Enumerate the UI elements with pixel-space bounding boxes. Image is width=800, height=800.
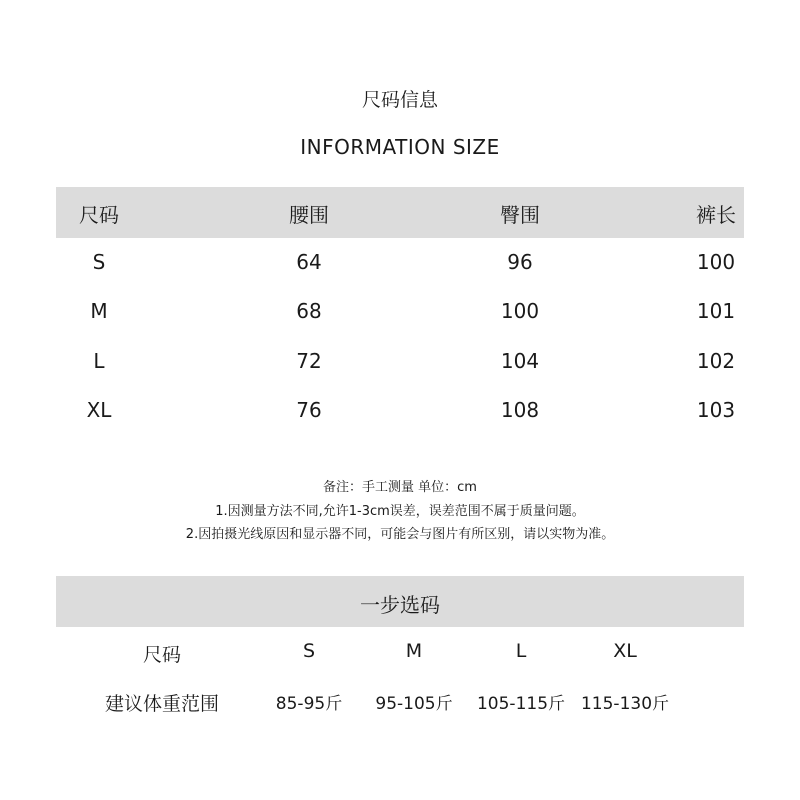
page-title: 尺码信息 <box>361 89 438 111</box>
size-guide-size: L <box>515 640 527 662</box>
table-cell-waist: 72 <box>296 349 322 373</box>
size-guide-weight: 105-115斤 <box>476 694 566 714</box>
table-cell-size: XL <box>86 398 112 422</box>
size-guide-size: S <box>302 640 316 662</box>
table-cell-length: 103 <box>696 398 736 422</box>
size-guide-weight: 85-95斤 <box>275 694 343 714</box>
table-cell-length: 101 <box>696 299 736 323</box>
table-cell-hip: 104 <box>500 349 540 373</box>
table-cell-waist: 76 <box>296 398 322 422</box>
note-display: 2.因拍摄光线原因和显示器不同，可能会与图片有所区别，请以实物为准。 <box>185 527 615 542</box>
table-cell-size: M <box>90 299 108 323</box>
table-cell-hip: 108 <box>500 398 540 422</box>
note-unit: 备注：手工测量 单位：cm <box>323 480 477 495</box>
size-guide-weight: 95-105斤 <box>375 694 453 714</box>
table-cell-size: L <box>93 349 105 373</box>
column-header-size: 尺码 <box>79 203 119 227</box>
table-cell-size: S <box>92 250 106 274</box>
size-guide-size: M <box>405 640 423 662</box>
note-tolerance: 1.因测量方法不同,允许1-3cm误差，误差范围不属于质量问题。 <box>215 504 585 519</box>
size-guide-weight: 115-130斤 <box>580 694 670 714</box>
table-cell-hip: 96 <box>507 250 533 274</box>
size-guide-size: XL <box>613 640 637 662</box>
table-cell-length: 100 <box>696 250 736 274</box>
table-cell-waist: 64 <box>296 250 322 274</box>
column-header-hip: 臀围 <box>500 203 540 227</box>
size-guide-title: 一步选码 <box>360 593 440 617</box>
size-table-header-band <box>56 187 744 238</box>
column-header-waist: 腰围 <box>289 203 329 227</box>
table-cell-waist: 68 <box>296 299 322 323</box>
size-guide-size-label: 尺码 <box>142 644 181 666</box>
page-subtitle: INFORMATION SIZE <box>300 135 500 159</box>
table-cell-hip: 100 <box>500 299 540 323</box>
table-cell-length: 102 <box>696 349 736 373</box>
column-header-length: 裤长 <box>696 203 736 227</box>
size-guide-weight-label: 建议体重范围 <box>104 693 219 715</box>
